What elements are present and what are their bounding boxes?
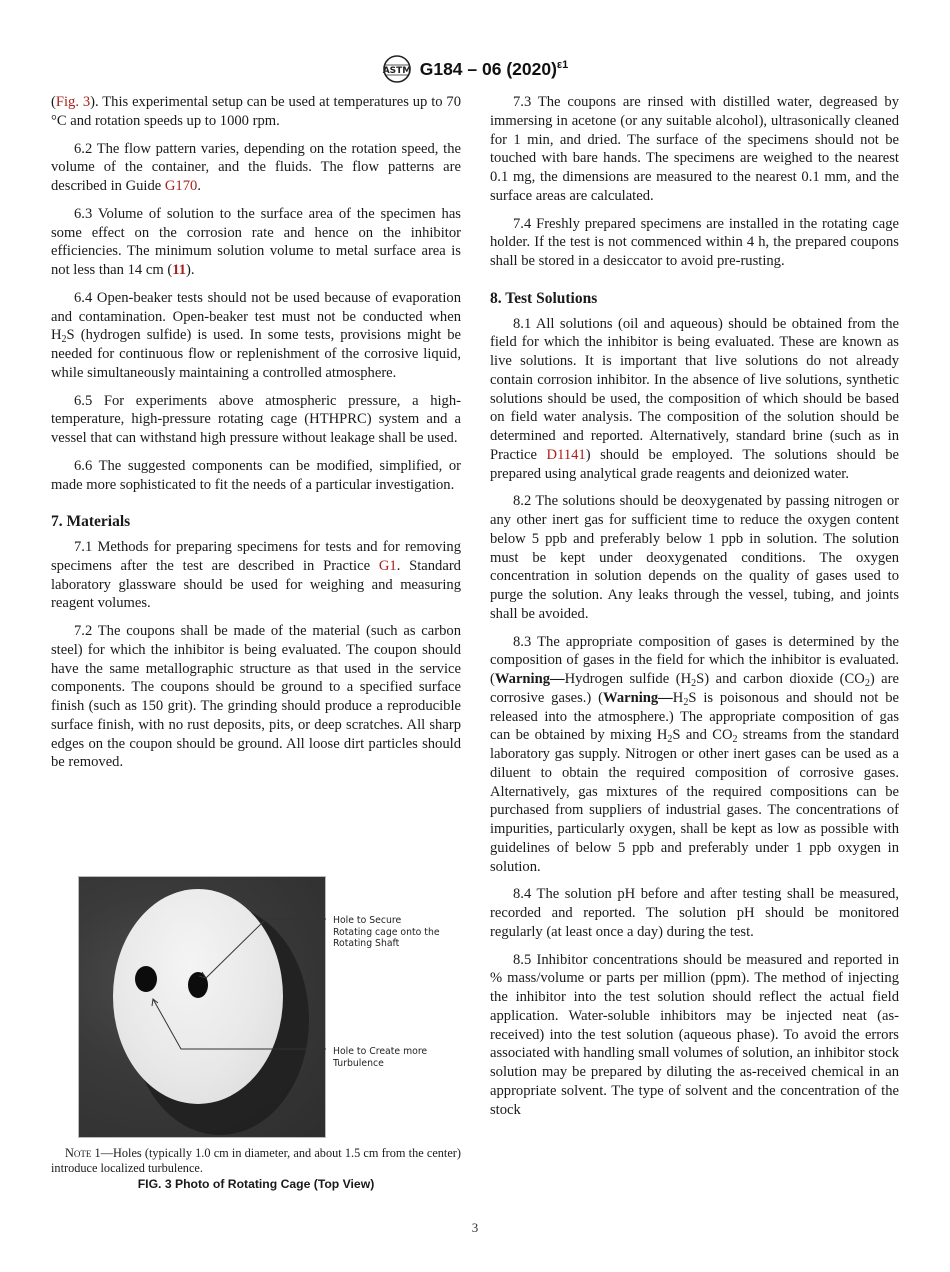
paragraph-7-3: 7.3 The coupons are rinsed with distilled water, degreased by immersing in acetone (or any suitable alcohol), ultrasonically cleaned for 1 min, and dried. The surface of the specimens should not be touched with bare hands. The specimens are weighed to the nearest 0.1 mg, the dimensions are measured to the nearest 0.1 mm, and the surface areas are calculated.: [490, 94, 899, 204]
paragraph-6-1-continued: (Fig. 3). This experimental setup can be used at temperatures up to 70 °C and rotation speeds up to 1000 rpm.: [51, 94, 462, 129]
paragraph-7-4: 7.4 Freshly prepared specimens are installed in the rotating cage holder. If the test is not commenced within 4 h, the prepared coupons shall be stored in a desiccator to avoid pre-rusting.: [490, 215, 899, 269]
paragraph-8-4: 8.4 The solution pH before and after testing shall be measured, recorded and reported. The solution pH should be monitored regularly (at least once a day) during the test.: [490, 886, 899, 940]
document-designation: G184 – 06 $(2020)^{\varepsilon 1}$: [419, 58, 569, 79]
figure-note: Note 1—Holes (typically 1.0 cm in diameter, and about 1.5 cm from the center) introduce localized turbulence.: [51, 1146, 461, 1175]
paragraph-6-5: 6.5 For experiments above atmospheric pressure, a high-temperature, high-pressure rotating cage (HTHPRC) system and a vessel that can withstand high pressure without leakage shall be used.: [51, 392, 461, 446]
epsilon-superscript: ε1: [556, 58, 569, 71]
figure-caption: FIG. 3 Photo of Rotating Cage (Top View): [137, 1177, 375, 1191]
paragraph-7-2: 7.2 The coupons shall be made of the material (such as carbon steel) for which the inhibitor is being evaluated. The coupon should have the same metallographic structure as that used in the service components. The coupons should be ground to a specified surface finish (such as 150 grit). The grinding should produce a reproducible surface finish, with no rust deposits, pits, or deep scratches. All sharp edges on the coupon should be ground. All loose dirt particles should be removed.: [51, 623, 461, 771]
paragraph-8-3: 8.3 The appropriate composition of gases is determined by the composition of gases in the field for which the inhibitor is evaluated. (Warning—Hydrogen sulfide $(H_2S)$ and carbon dioxide $(CO_2)$ are corrosive gases.) ($Warning—H_2S$ is poisonous and should not be released into the atmosphere.) The appropriate composition of gas can be obtained by mixing $H_2S$ and $CO_2$ streams from the standard laboratory gas supply. Nitrogen or other inert gases can be used as a diluent to obtain the required composition of corrosive gases. Alternatively, gas mixtures of the required compositions can be purchased from suppliers of industrial gases. The concentrations of impurities, particularly oxygen, shall be kept as low as possible with guidelines of below 5 ppb and preferably under 1 ppb oxygen in solution.: [490, 633, 900, 875]
reference-11-link[interactable]: 11: [172, 262, 186, 278]
callout-arrows: [78, 876, 328, 1138]
note-prefix: Note 1: [65, 1146, 101, 1160]
paragraph-7-1: 7.1 Methods for preparing specimens for tests and for removing specimens after the test are described in Practice G1. Standard laboratory glassware should be used for weighing and measuring reagent volumes.: [51, 539, 461, 612]
paragraph-6-4: 6.4 Open-beaker tests should not be used because of evaporation and contamination. Open-beaker test must not be conducted when $H_2S$ (hydrogen sulfide) is used. In some tests, provisions might be needed for continuous flow or replenishment of the corrosive liquid, while simultaneously maintaining a controlled atmosphere.: [51, 289, 461, 381]
page-header: [0, 54, 950, 88]
g170-link[interactable]: G170: [164, 178, 198, 194]
section-7-heading: 7. Materials: [51, 513, 131, 531]
left-column: [51, 93, 461, 781]
fig-3-link[interactable]: Fig. 3: [55, 94, 91, 110]
page-number: 3: [471, 1220, 479, 1235]
warning-label: Warning—: [494, 671, 565, 687]
paragraph-8-1: 8.1 All solutions (oil and aqueous) should be obtained from the field for which the inhibitor is being evaluated. These are known as live solutions. It is important that live solutions do not already contain corrosion inhibitor. In the absence of live solutions, synthetic solutions should be used, the composition of which should be based on field water analysis. The composition of the solution should be determined and reported. Alternatively, standard brine (such as in Practice D1141) should be employed. The solutions should be prepared using analytical grade reagents and deionized water.: [490, 315, 899, 482]
paragraph-6-6: 6.6 The suggested components can be modified, simplified, or made more sophisticated to fit the needs of a particular investigation.: [51, 457, 461, 493]
paragraph-6-3: 6.3 Volume of solution to the surface area of the specimen has some effect on the corrosion rate and hence on the inhibitor efficiencies. The minimum solution volume to metal surface area is not less than 14 cm (11).: [51, 205, 461, 278]
paragraph-8-2: 8.2 The solutions should be deoxygenated by passing nitrogen or any other inert gas for sufficient time to reduce the oxygen content below 5 ppb and preferably below 1 ppb in solution. The solution must be kept under deoxygenated conditions. The oxygen concentration in solution depends on the quality of gases used to purge the solution. Any leaks through the vessel, tubing, and joints shall be avoided.: [490, 493, 899, 622]
svg-text:ASTM: ASTM: [382, 66, 412, 76]
g1-link[interactable]: G1: [378, 557, 397, 574]
figure-3-rotating-cage: [78, 876, 326, 1138]
label-shaft-hole: Hole to Secure Rotating cage onto the Rotating Shaft: [333, 915, 440, 949]
paragraph-8-5: 8.5 Inhibitor concentrations should be measured and reported in % mass/volume or parts per million (ppm). The method of injecting the inhibitor into the test solution should reflect the actual field application. Water-soluble inhibitors may be injected neat (as-received) into the test solution (aqueous phase). To avoid the errors associated with handling small volumes of solution, an inhibitor stock solution may be prepared by diluting the as-received chemical in an appropriate solvent. The type of solvent and the concentration of the stock: [490, 951, 899, 1118]
d1141-link[interactable]: D1141: [546, 446, 586, 463]
section-8-heading: 8. Test Solutions: [490, 289, 598, 307]
right-column: [490, 93, 899, 1128]
warning-label: Warning—: [603, 689, 673, 706]
label-turbulence-hole: Hole to Create more Turbulence: [333, 1046, 428, 1069]
paragraph-6-2: 6.2 The flow pattern varies, depending on the rotation speed, the volume of the container, and the fluids. The flow patterns are described in Guide G170.: [51, 140, 461, 194]
astm-logo-icon: [382, 54, 412, 84]
